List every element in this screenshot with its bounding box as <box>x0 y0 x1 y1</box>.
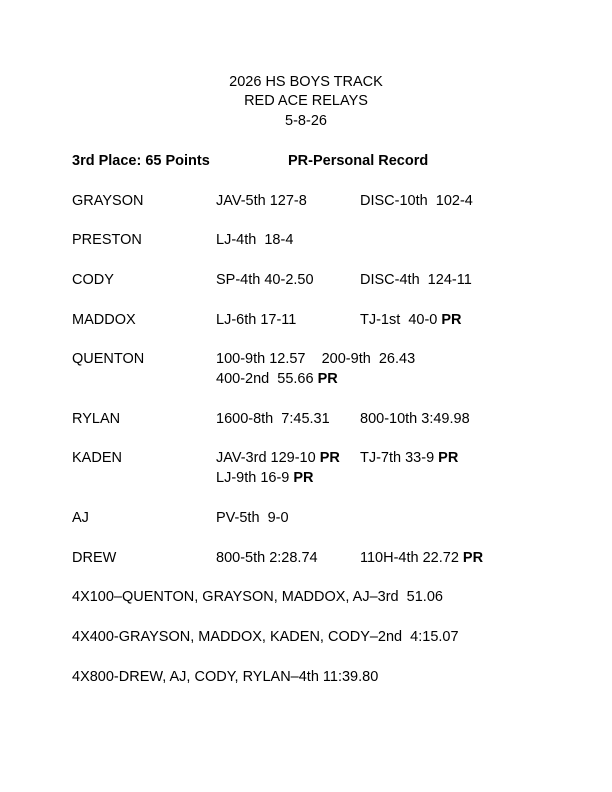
athlete-name: AJ <box>72 510 89 526</box>
event-result: JAV-5th 127-8 <box>216 193 307 209</box>
athlete-name: PRESTON <box>72 232 142 248</box>
document-title: 2026 HS BOYS TRACK <box>229 74 383 90</box>
pr-marker: PR <box>441 312 462 328</box>
event-result: TJ-1st 40-0 PR <box>360 312 462 328</box>
event-result: SP-4th 40-2.50 <box>216 272 314 288</box>
event-result: 1600-8th 7:45.31 <box>216 411 330 427</box>
event-result: TJ-7th 33-9 PR <box>360 450 459 466</box>
athlete-name: KADEN <box>72 450 122 466</box>
relay-result: 4X400-GRAYSON, MADDOX, KADEN, CODY–2nd 4:15.07 <box>72 629 459 645</box>
athlete-name: GRAYSON <box>72 193 144 209</box>
meet-date: 5-8-26 <box>285 113 327 129</box>
event-result: 110H-4th 22.72 PR <box>360 550 484 566</box>
team-placement: 3rd Place: 65 Points <box>72 153 210 169</box>
relay-result: 4X800-DREW, AJ, CODY, RYLAN–4th 11:39.80 <box>72 669 379 685</box>
event-result: PV-5th 9-0 <box>216 510 289 526</box>
event-result: DISC-4th 124-11 <box>360 272 472 288</box>
event-result: DISC-10th 102-4 <box>360 193 473 209</box>
relay-result: 4X100–QUENTON, GRAYSON, MADDOX, AJ–3rd 51.06 <box>72 589 443 605</box>
event-result: 100-9th 12.57 200-9th 26.43 <box>216 351 416 367</box>
event-result: LJ-9th 16-9 PR <box>216 470 314 486</box>
event-result: 400-2nd 55.66 PR <box>216 371 338 387</box>
pr-marker: PR <box>293 470 314 486</box>
pr-marker: PR <box>317 371 338 387</box>
athlete-name: CODY <box>72 272 114 288</box>
pr-marker: PR <box>438 450 459 466</box>
athlete-name: MADDOX <box>72 312 136 328</box>
event-result: 800-5th 2:28.74 <box>216 550 318 566</box>
athlete-name: QUENTON <box>72 351 145 367</box>
pr-legend: PR-Personal Record <box>288 153 429 169</box>
pr-marker: PR <box>319 450 340 466</box>
event-result: 800-10th 3:49.98 <box>360 411 470 427</box>
event-result: LJ-4th 18-4 <box>216 232 294 248</box>
athlete-name: DREW <box>72 550 117 566</box>
athlete-name: RYLAN <box>72 411 121 427</box>
meet-name: RED ACE RELAYS <box>244 93 368 109</box>
pr-marker: PR <box>462 550 484 566</box>
event-result: LJ-6th 17-11 <box>216 312 297 328</box>
event-result: JAV-3rd 129-10 PR <box>216 450 340 466</box>
